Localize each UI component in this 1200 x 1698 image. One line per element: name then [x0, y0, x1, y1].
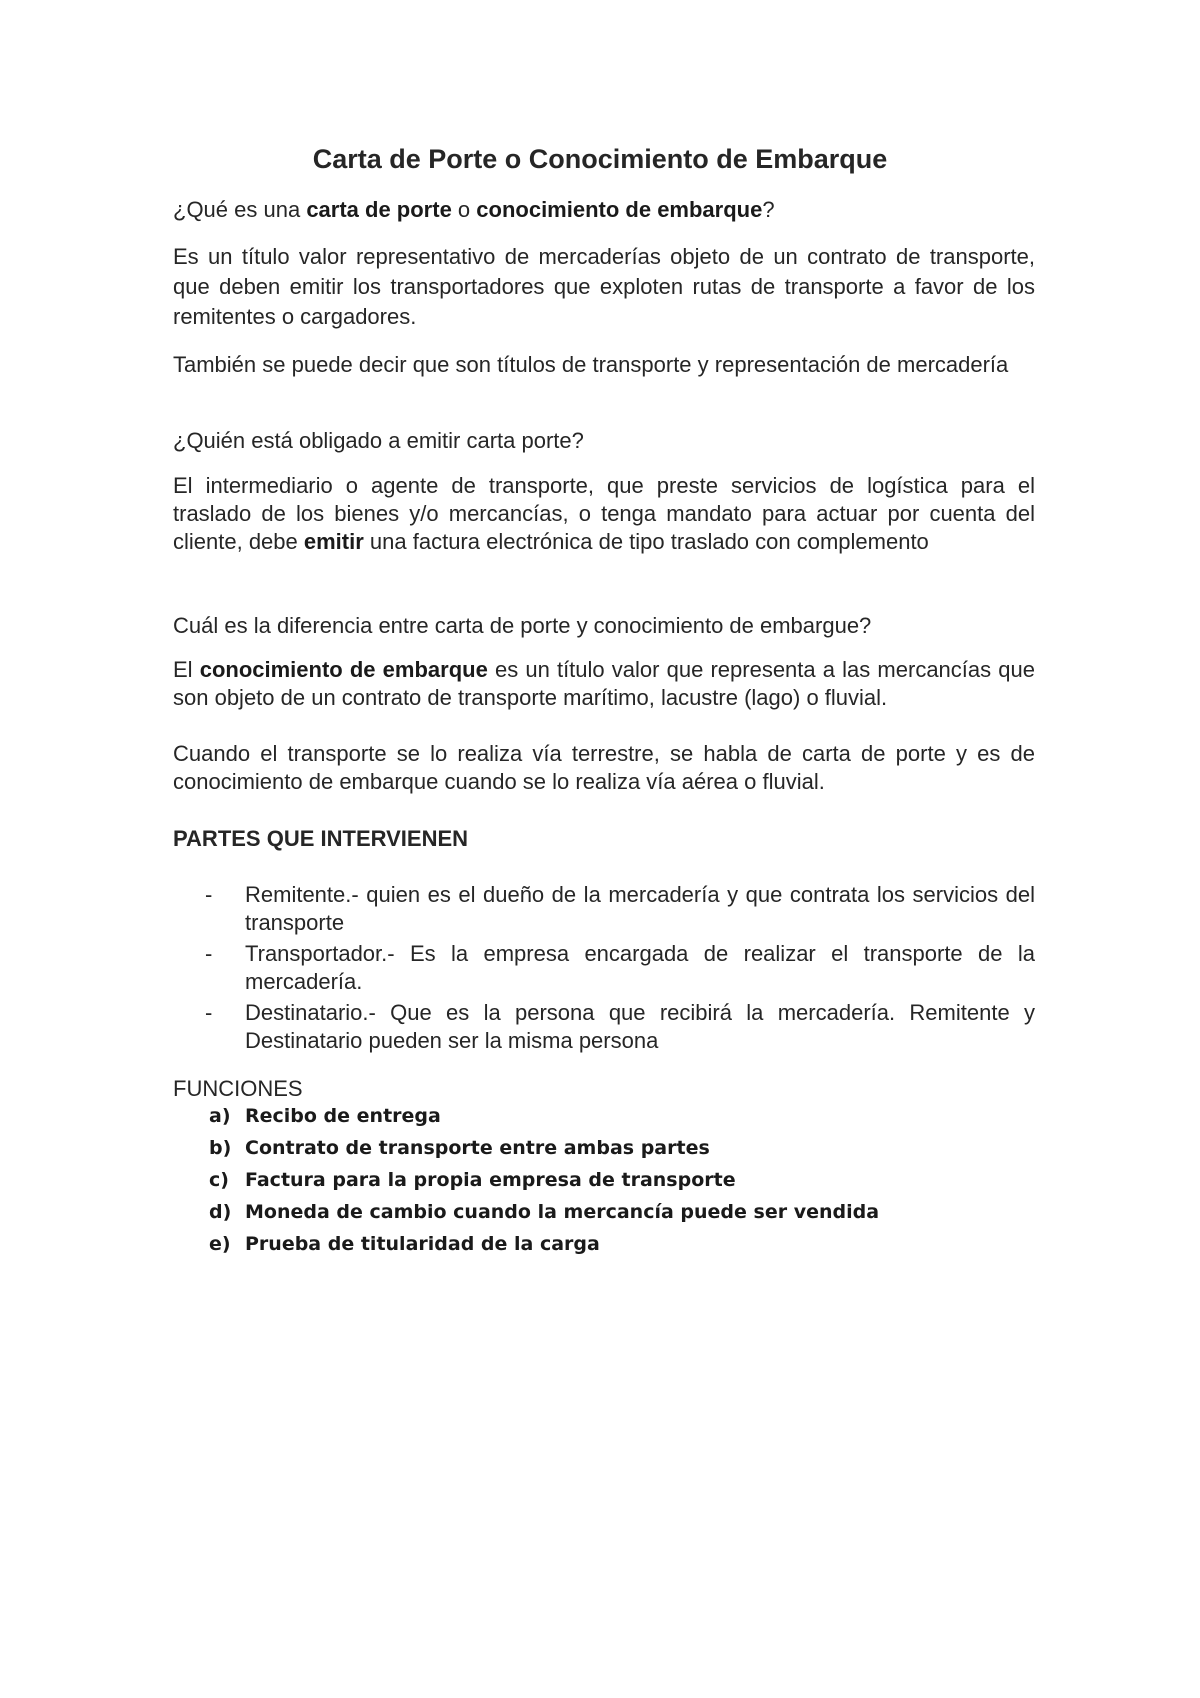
list-letter: e)	[209, 1233, 231, 1255]
party-carrier: Transportador.- Es la empresa encargada de realizar el transporte de la mercadería.	[245, 941, 1035, 994]
dash-bullet: -	[205, 941, 213, 966]
functions-heading: FUNCIONES	[173, 1076, 303, 1101]
list-letter: d)	[209, 1201, 232, 1223]
function-text: Moneda de cambio cuando la mercancía puede ser vendida	[245, 1201, 880, 1223]
list-item	[173, 999, 1035, 1055]
question-what-is-bold-2: conocimiento de embarque	[476, 197, 763, 222]
question-what-is-mid: o	[451, 197, 477, 222]
question-what-is-post: ?	[762, 197, 775, 222]
question-difference: Cuál es la diferencia entre carta de porte y conocimiento de embargue?	[173, 613, 872, 638]
difference-paragraph	[173, 656, 1035, 712]
obligation-paragraph-bold: emitir	[303, 529, 364, 554]
difference-paragraph-bold: conocimiento de embarque	[199, 657, 488, 682]
dash-bullet: -	[205, 882, 213, 907]
function-text: Contrato de transporte entre ambas partes	[245, 1137, 710, 1159]
parties-heading: PARTES QUE INTERVIENEN	[173, 826, 469, 851]
list-item	[173, 1196, 1035, 1228]
list-item	[173, 940, 1035, 996]
list-item	[173, 1228, 1035, 1260]
function-text: Prueba de titularidad de la carga	[245, 1233, 600, 1255]
difference-paragraph-pre: El	[173, 657, 200, 682]
list-item	[173, 881, 1035, 937]
alternate-definition-paragraph: También se puede decir que son títulos de transporte y representación de mercadería	[173, 352, 1009, 377]
function-text: Factura para la propia empresa de transporte	[245, 1169, 736, 1191]
obligation-paragraph-pre: El intermediario o agente de transporte, que preste servicios de logística para el traslado de los bienes y/o mercancías, o tenga mandato para actuar por cuenta del cliente, debe	[173, 473, 1035, 554]
transport-mode-paragraph: Cuando el transporte se lo realiza vía terrestre, se habla de carta de porte y es de conocimiento de embarque cuando se lo realiza vía aérea o fluvial.	[173, 741, 1035, 794]
obligation-paragraph-post: una factura electrónica de tipo traslado con complemento	[363, 529, 929, 554]
parties-list	[173, 881, 1035, 1058]
list-item	[173, 1164, 1035, 1196]
question-what-is-bold-1: carta de porte	[306, 197, 452, 222]
question-what-is	[173, 196, 1035, 224]
question-who-must-issue: ¿Quién está obligado a emitir carta porte?	[173, 428, 584, 453]
party-sender: Remitente.- quien es el dueño de la mercadería y que contrata los servicios del transporte	[245, 882, 1035, 935]
list-letter: b)	[209, 1137, 232, 1159]
question-what-is-pre: ¿Qué es una	[173, 197, 307, 222]
list-item	[173, 1100, 1035, 1132]
list-letter: c)	[209, 1169, 229, 1191]
dash-bullet: -	[205, 1000, 213, 1025]
definition-paragraph: Es un título valor representativo de mercaderías objeto de un contrato de transporte, que deben emitir los transportadores que exploten rutas de transporte a favor de los remitentes o cargadores.	[173, 244, 1035, 329]
document-title: Carta de Porte o Conocimiento de Embarque	[312, 144, 888, 174]
list-item	[173, 1132, 1035, 1164]
list-letter: a)	[209, 1105, 231, 1127]
difference-paragraph-post: es un título valor que representa a las mercancías que son objeto de un contrato de transporte marítimo, lacustre (lago) o fluvial.	[173, 657, 1035, 710]
party-recipient: Destinatario.- Que es la persona que recibirá la mercadería. Remitente y Destinatario pueden ser la misma persona	[245, 1000, 1035, 1053]
function-text: Recibo de entrega	[245, 1105, 441, 1127]
functions-list	[173, 1100, 1035, 1260]
obligation-paragraph	[173, 472, 1035, 556]
